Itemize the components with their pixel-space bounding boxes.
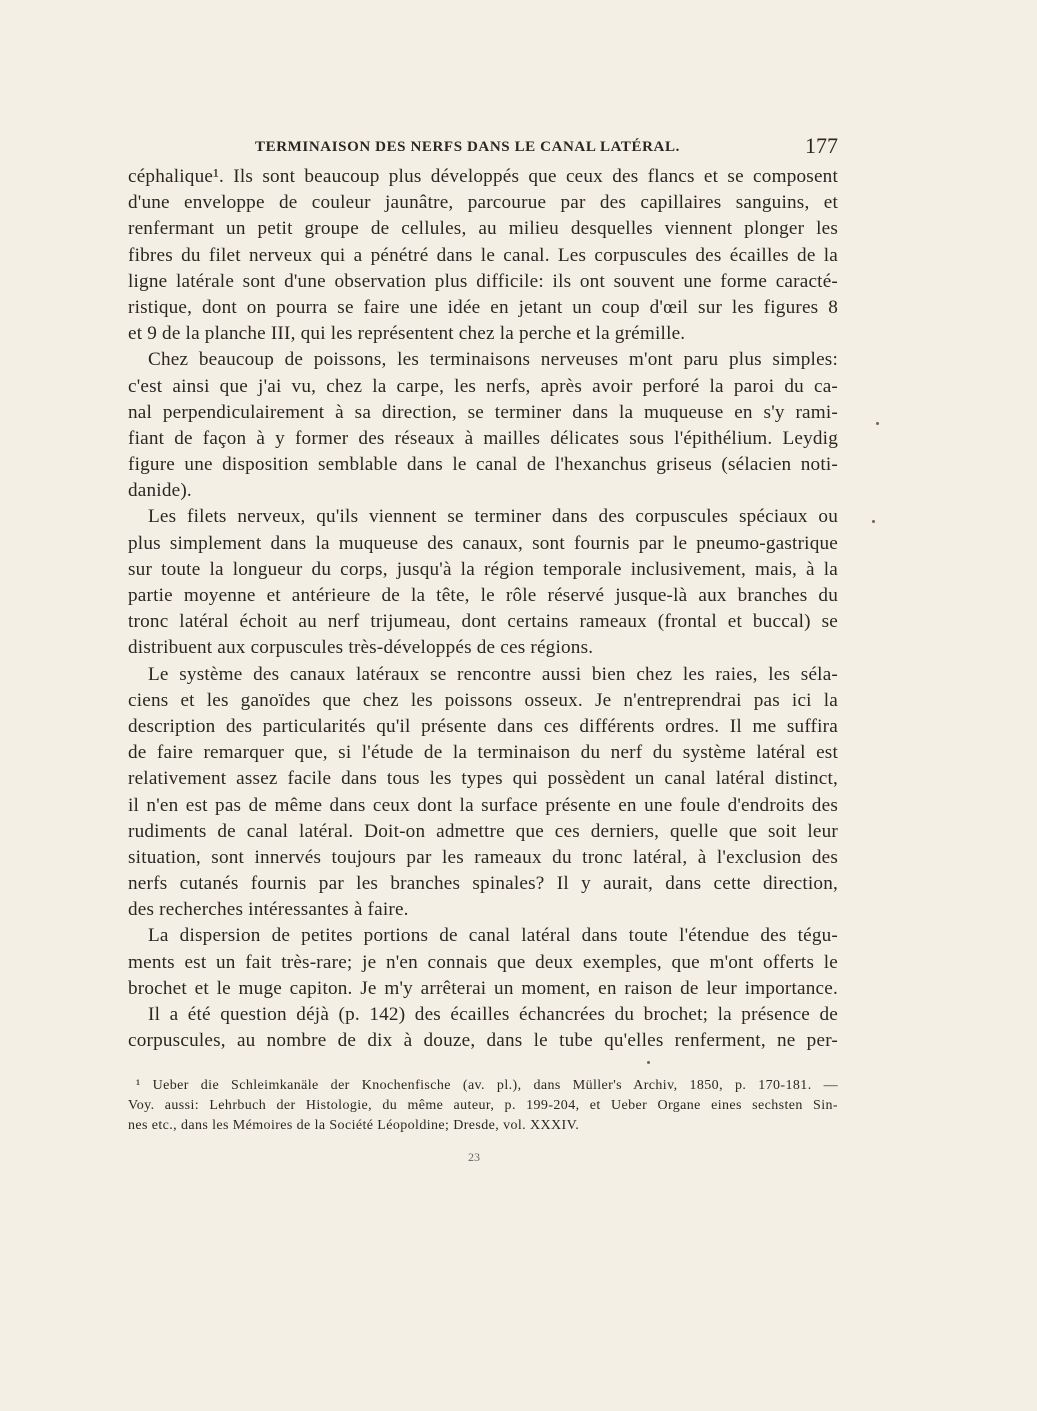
text-line: tronc latéral échoit au nerf trijumeau, dont certains rameaux (frontal et buccal) se [128,611,838,633]
text-line: de faire remarquer que, si l'étude de la terminaison du nerf du système latéral est [128,742,838,764]
text-line: nal perpendiculairement à sa direction, se terminer dans la muqueuse en s'y rami- [128,401,838,423]
footnotes [128,1076,838,1136]
text-line: d'une enveloppe de couleur jaunâtre, parcourue par des capillaires sanguins, et [128,192,838,214]
text-line: il n'en est pas de même dans ceux dont la surface présente en une foule d'endroits des [128,794,838,816]
text-line: ments est un fait très-rare; je n'en connais que deux exemples, que m'ont offerts le [128,951,838,973]
text-line: partie moyenne et antérieure de la tête, le rôle réservé jusque-là aux branches du [128,585,838,606]
text-line: figure une disposition semblable dans le canal de l'hexanchus griseus (sélacien noti- [128,454,838,476]
text-line: description des particularités qu'il présente dans ces différents ordres. Il me suffira [128,715,838,737]
footnote-line: ¹ Ueber die Schleimkanäle der Knochenfische (av. pl.), dans Müller's Archiv, 1850, p. 170-181. — [136,1078,838,1093]
text-line: danide). [128,480,192,502]
text-line: rudiments de canal latéral. Doit-on admettre que ces derniers, quelle que soit leur [128,820,838,842]
text-line: Les filets nerveux, qu'ils viennent se terminer dans des corpuscules spéciaux ou [148,506,838,528]
footnote-line: nes etc., dans les Mémoires de la Société Léopoldine; Dresde, vol. XXXIV. [128,1118,580,1133]
text-line: Chez beaucoup de poissons, les terminaisons nerveuses m'ont paru plus simples: [148,349,838,371]
text-line: nerfs cutanés fournis par les branches spinales? Il y aurait, dans cette direction, [128,873,838,895]
footnote-line: Voy. aussi: Lehrbuch der Histologie, du même auteur, p. 199-204, et Ueber Organe eines sechsten Sin- [128,1098,838,1113]
text-line: corpuscules, au nombre de dix à douze, dans le tube qu'elles renferment, ne per- [128,1030,838,1052]
body-text [128,164,838,1054]
text-line: La dispersion de petites portions de canal latéral dans toute l'étendue des tégu- [148,925,838,947]
text-line: c'est ainsi que j'ai vu, chez la carpe, les nerfs, après avoir perforé la paroi du ca- [128,375,838,397]
page-number: 177 [805,133,838,158]
text-line: céphalique¹. Ils sont beaucoup plus développés que ceux des flancs et se composent [128,166,838,187]
text-line: distribuent aux corpuscules très-développés de ces régions. [128,637,594,659]
running-title: TERMINAISON DES NERFS DANS LE CANAL LATÉRAL. [255,139,680,155]
text-line: brochet et le muge capiton. Je m'y arrêterai un moment, en raison de leur importance. [128,977,838,999]
paper-speck [876,422,879,425]
paper-speck [872,520,875,523]
text-line: des recherches intéressantes à faire. [128,899,409,921]
text-line: fiant de façon à y former des réseaux à mailles délicates sous l'épithélium. Leydig [128,427,838,449]
text-line: ligne latérale sont d'une observation plus difficile: ils ont souvent une forme caracté- [128,270,838,292]
text-line: Il a été question déjà (p. 142) des écailles échancrées du brochet; la présence de [148,1004,838,1025]
paper-speck [647,1061,650,1064]
page-header [128,133,838,161]
text-line: ciens et les ganoïdes que chez les poissons osseux. Je n'entreprendrai pas ici la [128,689,838,711]
text-line: Le système des canaux latéraux se rencontre aussi bien chez les raies, les séla- [148,663,838,685]
text-line: fibres du filet nerveux qui a pénétré dans le canal. Les corpuscules des écailles de la [128,244,838,266]
text-line: ristique, dont on pourra se faire une idée en jetant un coup d'œil sur les figures 8 [128,296,838,318]
text-line: relativement assez facile dans tous les types qui possèdent un canal latéral distinct, [128,768,838,790]
signature-mark: 23 [468,1150,480,1164]
text-line: plus simplement dans la muqueuse des canaux, sont fournis par le pneumo-gastrique [128,532,838,554]
text-line: sur toute la longueur du corps, jusqu'à la région temporale inclusivement, mais, à la [128,558,838,580]
text-line: et 9 de la planche III, qui les représentent chez la perche et la grémille. [128,323,686,345]
text-line: situation, sont innervés toujours par les rameaux du tronc latéral, à l'exclusion des [128,846,838,868]
text-line: renfermant un petit groupe de cellules, au milieu desquelles viennent plonger les [128,218,838,240]
